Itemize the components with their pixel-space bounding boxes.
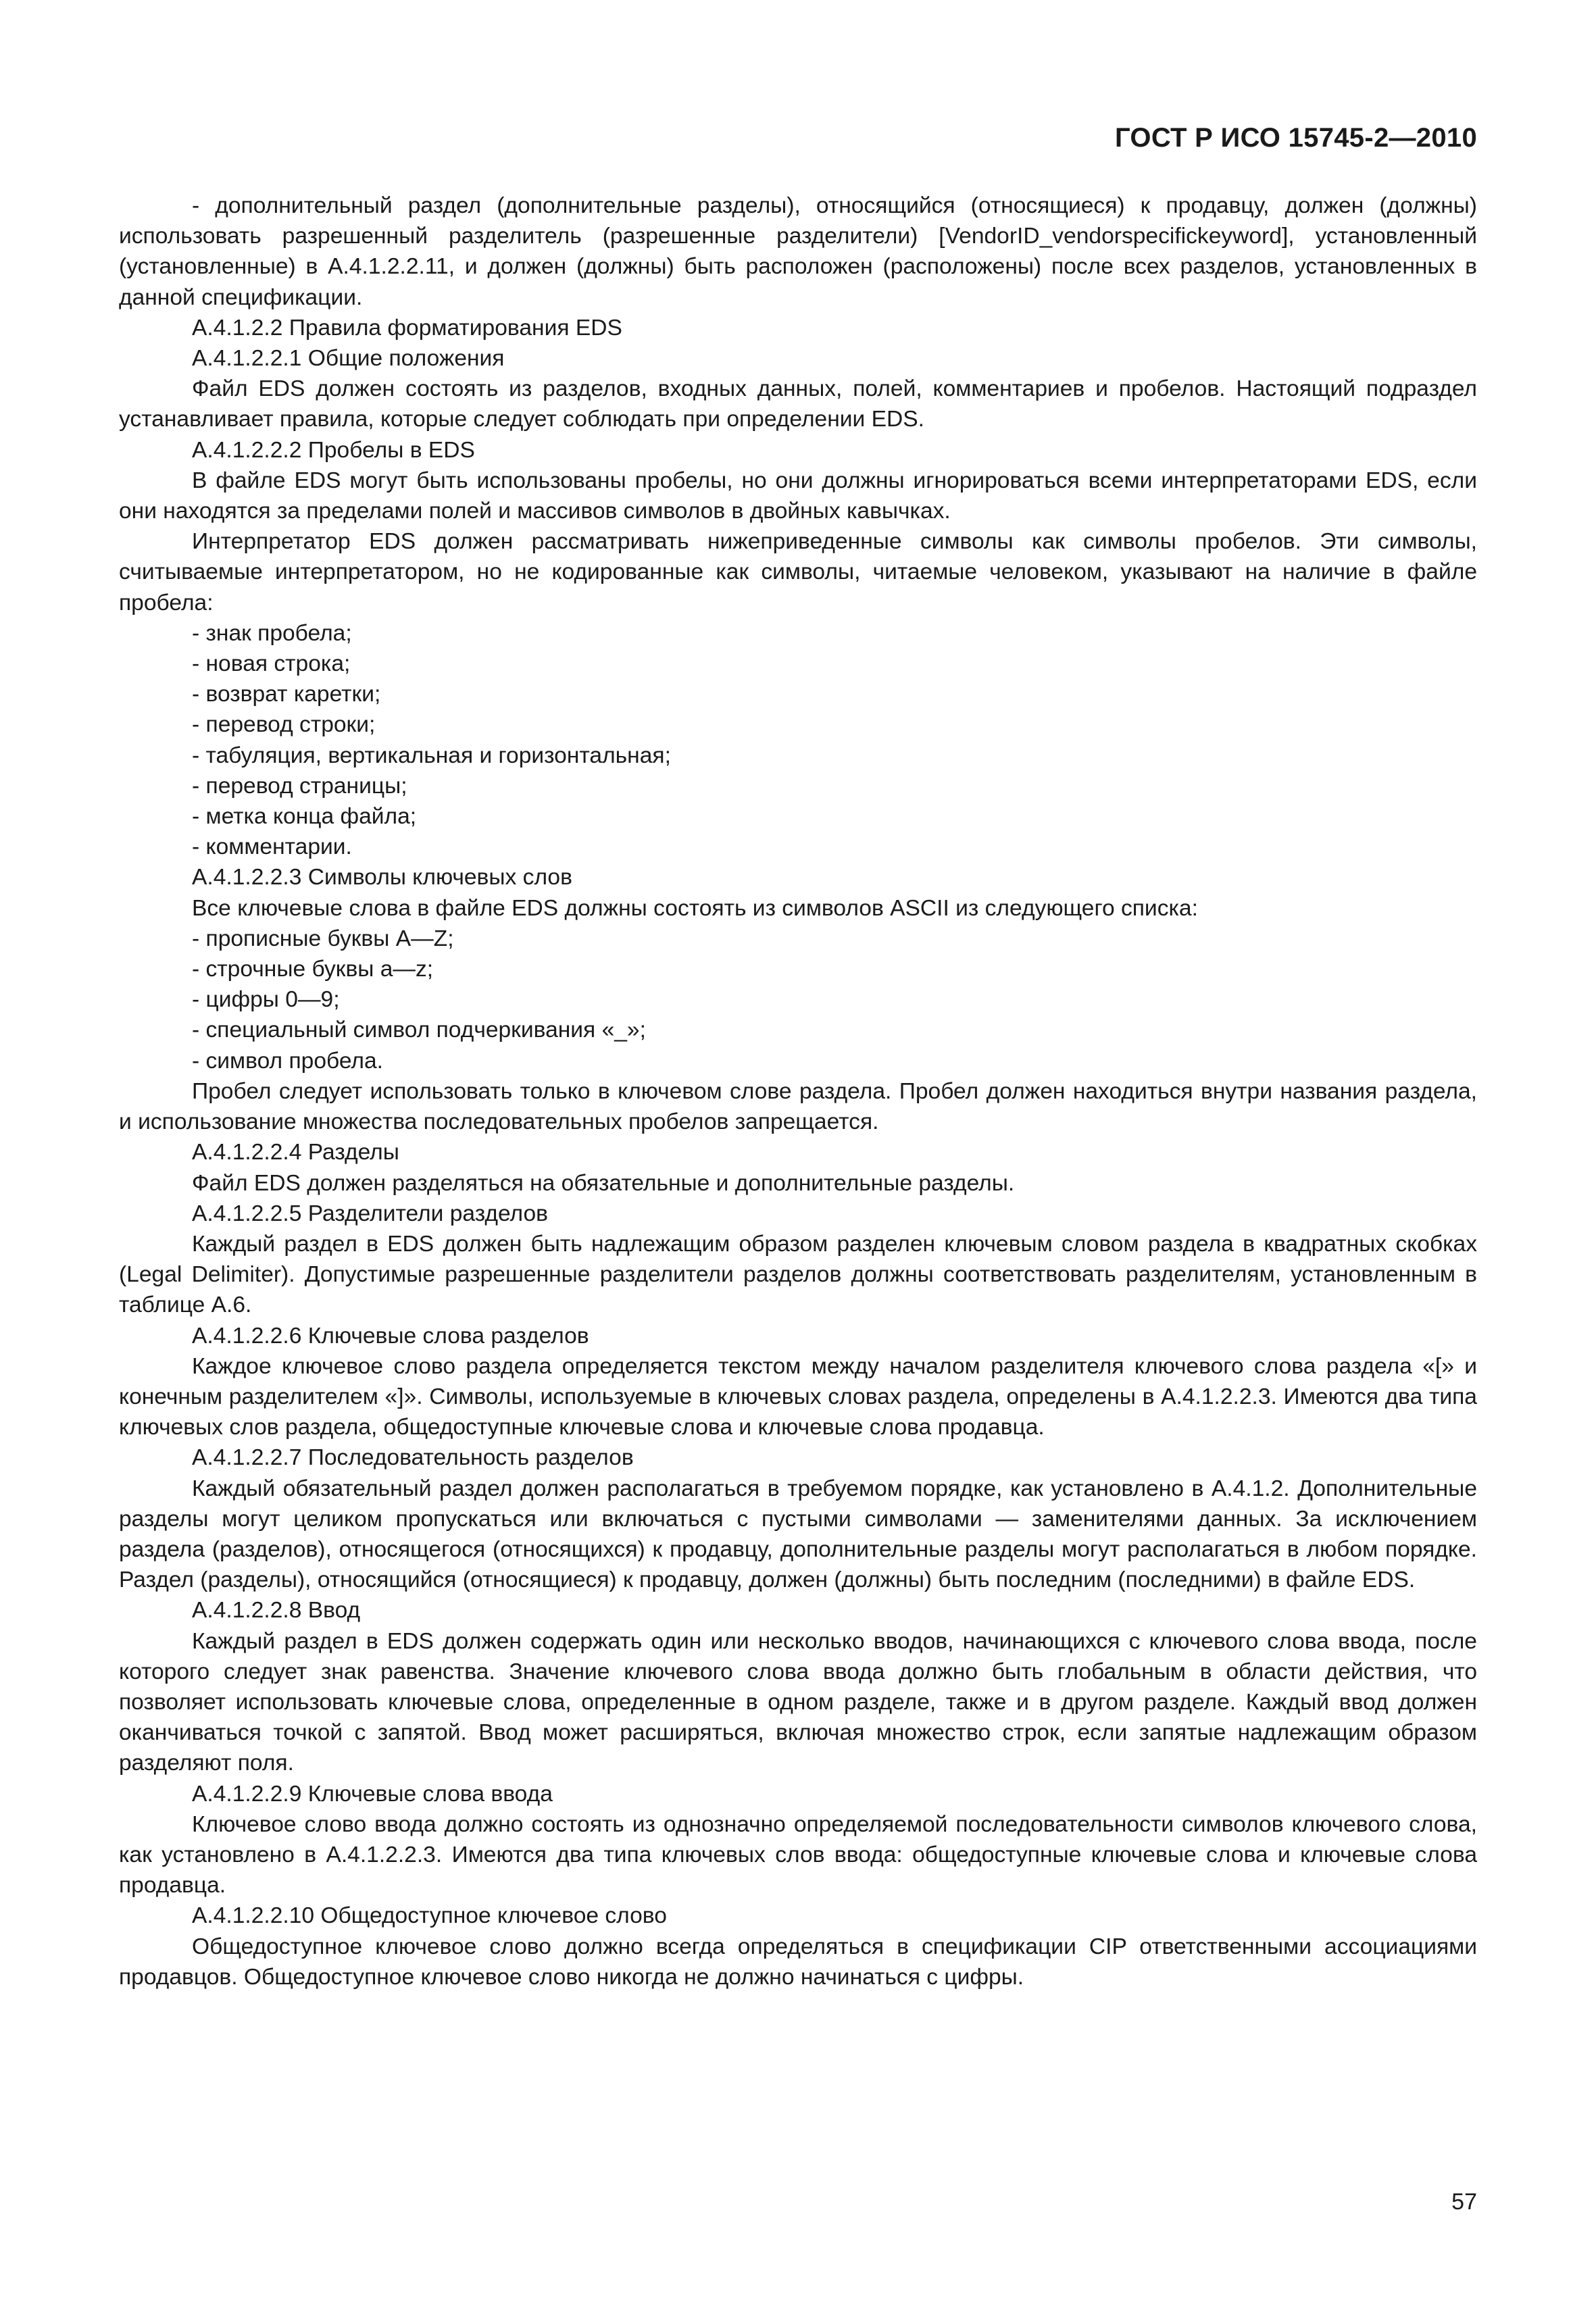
paragraph: В файле EDS могут быть использованы пробелы, но они должны игнорироваться всеми интерпретаторами EDS, если они находятся за пределами полей и массивов символов в двойных кавычках. — [119, 468, 1477, 524]
list-item: - метка конца файла; — [192, 804, 417, 830]
paragraph: А.4.1.2.2.10 Общедоступное ключевое слово — [192, 1903, 667, 1929]
paragraph: Общедоступное ключевое слово должно всегда определяться в спецификации CIP ответственными ассоциациями продавцов. Общедоступное ключевое слово никогда не должно начинаться с цифры. — [119, 1934, 1477, 1990]
paragraph: А.4.1.2.2.6 Ключевые слова разделов — [192, 1323, 589, 1349]
paragraph: Пробел следует использовать только в ключевом слове раздела. Пробел должен находиться внутри названия раздела, и использование множества последовательных пробелов запрещается. — [119, 1078, 1477, 1135]
paragraph: Ключевое слово ввода должно состоять из однозначно определяемой последовательности символов ключевого слова, как установлено в А.4.1.2.2.3. Имеются два типа ключевых слов ввода: общедоступные ключевые слова и ключевые слова продавца. — [119, 1811, 1477, 1898]
list-item: - цифры 0—9; — [192, 987, 340, 1013]
page-number: 57 — [1451, 2189, 1477, 2215]
paragraph: А.4.1.2.2.8 Ввод — [192, 1598, 361, 1624]
paragraph: Каждый раздел в EDS должен содержать один или несколько вводов, начинающихся с ключевого слова ввода, после которого следует знак равенства. Значение ключевого слова ввода должно быть глобальным в области действия, что позволяет использовать ключевые слова, определенные в одном разделе, также и в другом разделе. Каждый ввод должен оканчиваться точкой с запятой. Ввод может расширяться, включая множество строк, если запятые надлежащим образом разделяют поля. — [119, 1628, 1477, 1776]
list-item: - символ пробела. — [192, 1048, 384, 1074]
paragraph: Каждый обязательный раздел должен располагаться в требуемом порядке, как установлено в А.4.1.2. Дополнительные разделы могут целиком пропускаться или включаться с пустыми символами — заменителями данных. За исключением раздела (разделов), относящегося (относящихся) к продавцу, дополнительные разделы могут располагаться в любом порядке. Раздел (разделы), относящийся (относящиеся) к продавцу, должен (должны) быть последним (последними) в файле EDS. — [119, 1476, 1477, 1593]
paragraph: А.4.1.2.2.9 Ключевые слова ввода — [192, 1781, 553, 1807]
paragraph: Интерпретатор EDS должен рассматривать нижеприведенные символы как символы пробелов. Эти символы, считываемые интерпретатором, но не кодированные как символы, читаемые человеком, указывают на наличие в файле пробела: — [119, 529, 1477, 615]
paragraph: Каждое ключевое слово раздела определяется текстом между началом разделителя ключевого слова раздела «[» и конечным разделителем «]». Символы, используемые в ключевых словах раздела, определены в А.4.1.2.2.3. Имеются два типа ключевых слов раздела, общедоступные ключевые слова и ключевые слова продавца. — [119, 1353, 1477, 1440]
paragraph: А.4.1.2.2.1 Общие положения — [192, 346, 505, 372]
paragraph: А.4.1.2.2.5 Разделители разделов — [192, 1201, 548, 1226]
list-item: - строчные буквы a—z; — [192, 957, 434, 982]
paragraph: Файл EDS должен разделяться на обязательные и дополнительные разделы. — [192, 1170, 1015, 1196]
paragraph: А.4.1.2.2.7 Последовательность разделов — [192, 1445, 634, 1471]
list-item: - табуляция, вертикальная и горизонтальная; — [192, 743, 671, 768]
document-body — [119, 191, 1477, 1992]
list-item: - специальный символ подчеркивания «_»; — [192, 1017, 646, 1043]
paragraph: А.4.1.2.2.2 Пробелы в EDS — [192, 437, 475, 463]
paragraph: Каждый раздел в EDS должен быть надлежащим образом разделен ключевым словом раздела в квадратных скобках (Legal Delimiter). Допустимые разрешенные разделители разделов должны соответствовать разделителям, установленным в таблице А.6. — [119, 1231, 1477, 1318]
paragraph: А.4.1.2.2.3 Символы ключевых слов — [192, 865, 572, 890]
paragraph: А.4.1.2.2.4 Разделы — [192, 1140, 399, 1165]
paragraph: Все ключевые слова в файле EDS должны состоять из символов ASCII из следующего списка: — [192, 895, 1198, 921]
list-item: - перевод строки; — [192, 712, 376, 738]
list-item: - комментарии. — [192, 834, 352, 860]
list-item: - перевод страницы; — [192, 773, 407, 799]
document-code-header: ГОСТ Р ИСО 15745-2—2010 — [1114, 123, 1477, 153]
paragraph: Файл EDS должен состоять из разделов, входных данных, полей, комментариев и пробелов. Настоящий подраздел устанавливает правила, которые следует соблюдать при определении EDS. — [119, 376, 1477, 432]
list-item: - прописные буквы A—Z; — [192, 926, 454, 951]
list-item: - новая строка; — [192, 651, 351, 677]
paragraph: А.4.1.2.2 Правила форматирования EDS — [192, 315, 622, 341]
list-item: - возврат каретки; — [192, 682, 381, 707]
paragraph: - дополнительный раздел (дополнительные разделы), относящийся (относящиеся) к продавцу, должен (должны) использовать разрешенный разделитель (разрешенные разделители) [VendorID_vendorspecifickeyword], установленный (установленные) в А.4.1.2.2.11, и должен (должны) быть расположен (расположены) после всех разделов, установленных в данной спецификации. — [119, 193, 1477, 310]
list-item: - знак пробела; — [192, 620, 352, 646]
